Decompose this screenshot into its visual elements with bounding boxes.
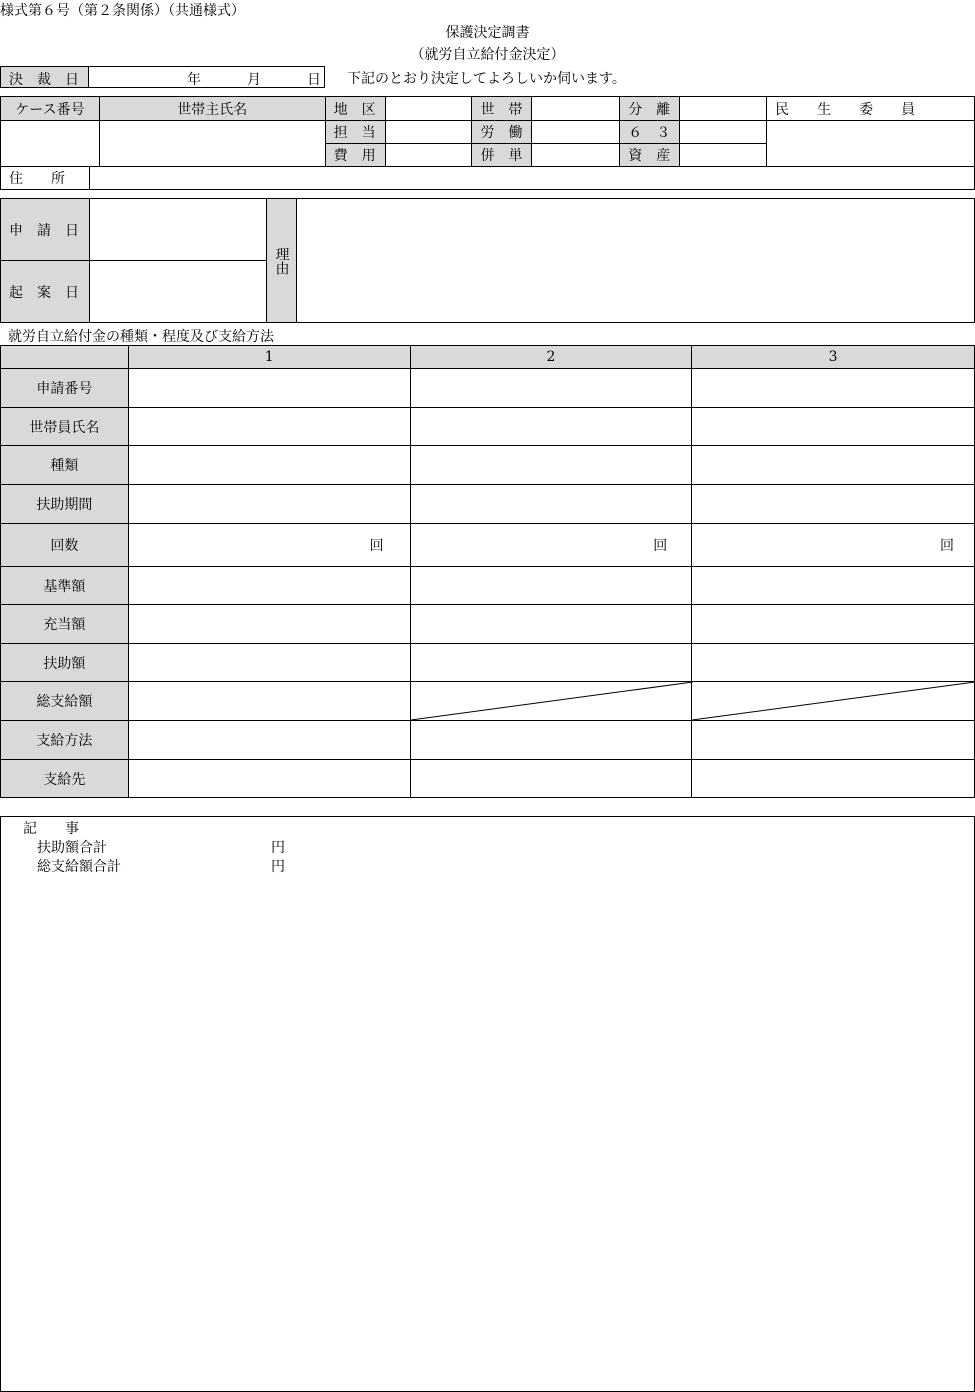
- column-header: 1: [128, 346, 410, 369]
- combined-field[interactable]: [532, 144, 620, 167]
- row-label-allocated-amount: 充当額: [1, 605, 129, 644]
- labor-label: 労 働: [472, 121, 532, 144]
- document-title: 保護決定調書: [445, 25, 530, 41]
- disabled-cell: [410, 682, 692, 721]
- assets-field[interactable]: [680, 144, 767, 167]
- sixty-three-field[interactable]: [680, 121, 767, 144]
- labor-field[interactable]: [532, 121, 620, 144]
- reason-label: 理由: [267, 199, 297, 323]
- expense-label: 費 用: [325, 144, 385, 167]
- charge-field[interactable]: [385, 121, 472, 144]
- expense-field[interactable]: [385, 144, 472, 167]
- grid-cell[interactable]: [410, 721, 692, 760]
- grid-cell[interactable]: [410, 408, 692, 446]
- grid-cell[interactable]: [410, 644, 692, 682]
- draft-date-field[interactable]: [90, 261, 267, 323]
- count-cell[interactable]: 回: [410, 524, 692, 567]
- case-number-header: ケース番号: [1, 97, 100, 121]
- payment-total-yen: 円: [271, 859, 285, 875]
- form-reference: 様式第６号（第２条関係）（共通様式）: [0, 3, 245, 19]
- row-label-type: 種類: [1, 446, 129, 485]
- welfare-commissioner-field[interactable]: [767, 121, 975, 167]
- grid-cell[interactable]: [692, 408, 975, 446]
- application-table: [0, 198, 975, 323]
- grid-cell[interactable]: [692, 369, 975, 408]
- year-label: 年: [187, 72, 201, 88]
- grid-cell[interactable]: [692, 605, 975, 644]
- grid-cell[interactable]: [410, 605, 692, 644]
- row-label-payee: 支給先: [1, 760, 129, 798]
- grid-cell[interactable]: [410, 485, 692, 524]
- section-title: 就労自立給付金の種類・程度及び支給方法: [8, 329, 274, 345]
- household-label: 世 帯: [472, 97, 532, 121]
- apply-date-field[interactable]: [90, 199, 267, 261]
- household-head-name-header: 世帯主氏名: [99, 97, 325, 121]
- district-label: 地 区: [325, 97, 385, 121]
- row-label-total-payment: 総支給額: [1, 682, 129, 721]
- charge-label: 担 当: [325, 121, 385, 144]
- separation-field[interactable]: [680, 97, 767, 121]
- grid-cell[interactable]: [128, 408, 410, 446]
- grid-cell[interactable]: [692, 567, 975, 605]
- disabled-cell: [692, 682, 975, 721]
- aid-total-label: 扶助額合計: [37, 840, 107, 856]
- grid-cell[interactable]: [692, 446, 975, 485]
- grid-cell[interactable]: [692, 760, 975, 798]
- count-cell[interactable]: 回: [128, 524, 410, 567]
- decision-note: 下記のとおり決定してよろしいか伺います。: [347, 71, 626, 87]
- aid-total-yen: 円: [271, 840, 285, 856]
- count-cell[interactable]: 回: [692, 524, 975, 567]
- diagonal-strike: [411, 682, 693, 721]
- grid-cell[interactable]: [410, 760, 692, 798]
- document-subtitle: （就労自立給付金決定）: [410, 47, 565, 63]
- grid-cell[interactable]: [410, 369, 692, 408]
- sixty-three-label: ６ ３: [620, 121, 680, 144]
- grid-cell[interactable]: [128, 485, 410, 524]
- address-label: 住 所: [1, 167, 90, 190]
- assets-label: 資 産: [620, 144, 680, 167]
- day-label: 日: [307, 72, 321, 88]
- grid-cell[interactable]: [128, 446, 410, 485]
- grid-cell[interactable]: [410, 567, 692, 605]
- grid-cell[interactable]: [692, 485, 975, 524]
- grid-cell[interactable]: [692, 721, 975, 760]
- grid-cell[interactable]: [128, 369, 410, 408]
- household-head-name-field[interactable]: [99, 121, 325, 167]
- case-number-field[interactable]: [1, 121, 100, 167]
- household-field[interactable]: [532, 97, 620, 121]
- row-label-count: 回数: [1, 524, 129, 567]
- grid-cell[interactable]: [128, 644, 410, 682]
- apply-date-label: 申 請 日: [1, 199, 90, 261]
- address-table: [0, 166, 975, 190]
- diagonal-strike: [692, 682, 975, 721]
- row-label-aid-period: 扶助期間: [1, 485, 129, 524]
- notes-box[interactable]: [0, 816, 975, 1392]
- grid-corner: [1, 346, 129, 369]
- notes-heading: 記 事: [23, 821, 79, 837]
- separation-label: 分 離: [620, 97, 680, 121]
- district-field[interactable]: [385, 97, 472, 121]
- row-label-member-name: 世帯員氏名: [1, 408, 129, 446]
- grid-cell[interactable]: [128, 721, 410, 760]
- decision-date-field[interactable]: [88, 66, 325, 88]
- combined-label: 併 単: [472, 144, 532, 167]
- grid-cell[interactable]: [128, 605, 410, 644]
- column-header: 2: [410, 346, 692, 369]
- grid-cell[interactable]: [128, 682, 410, 721]
- grid-cell[interactable]: [410, 446, 692, 485]
- welfare-commissioner-label: 民 生 委 員: [767, 97, 975, 121]
- column-header: 3: [692, 346, 975, 369]
- grid-cell[interactable]: [128, 760, 410, 798]
- decision-date-label: 決 裁 日: [0, 66, 89, 88]
- row-label-payment-method: 支給方法: [1, 721, 129, 760]
- grid-cell[interactable]: [692, 644, 975, 682]
- row-label-aid-amount: 扶助額: [1, 644, 129, 682]
- payment-total-label: 総支給額合計: [37, 859, 121, 875]
- month-label: 月: [247, 72, 261, 88]
- case-info-table: [0, 96, 975, 167]
- reason-field[interactable]: [297, 199, 975, 323]
- row-label-standard-amount: 基準額: [1, 567, 129, 605]
- benefit-grid: [0, 345, 975, 798]
- row-label-application-number: 申請番号: [1, 369, 129, 408]
- draft-date-label: 起 案 日: [1, 261, 90, 323]
- grid-cell[interactable]: [128, 567, 410, 605]
- address-field[interactable]: [90, 167, 975, 190]
